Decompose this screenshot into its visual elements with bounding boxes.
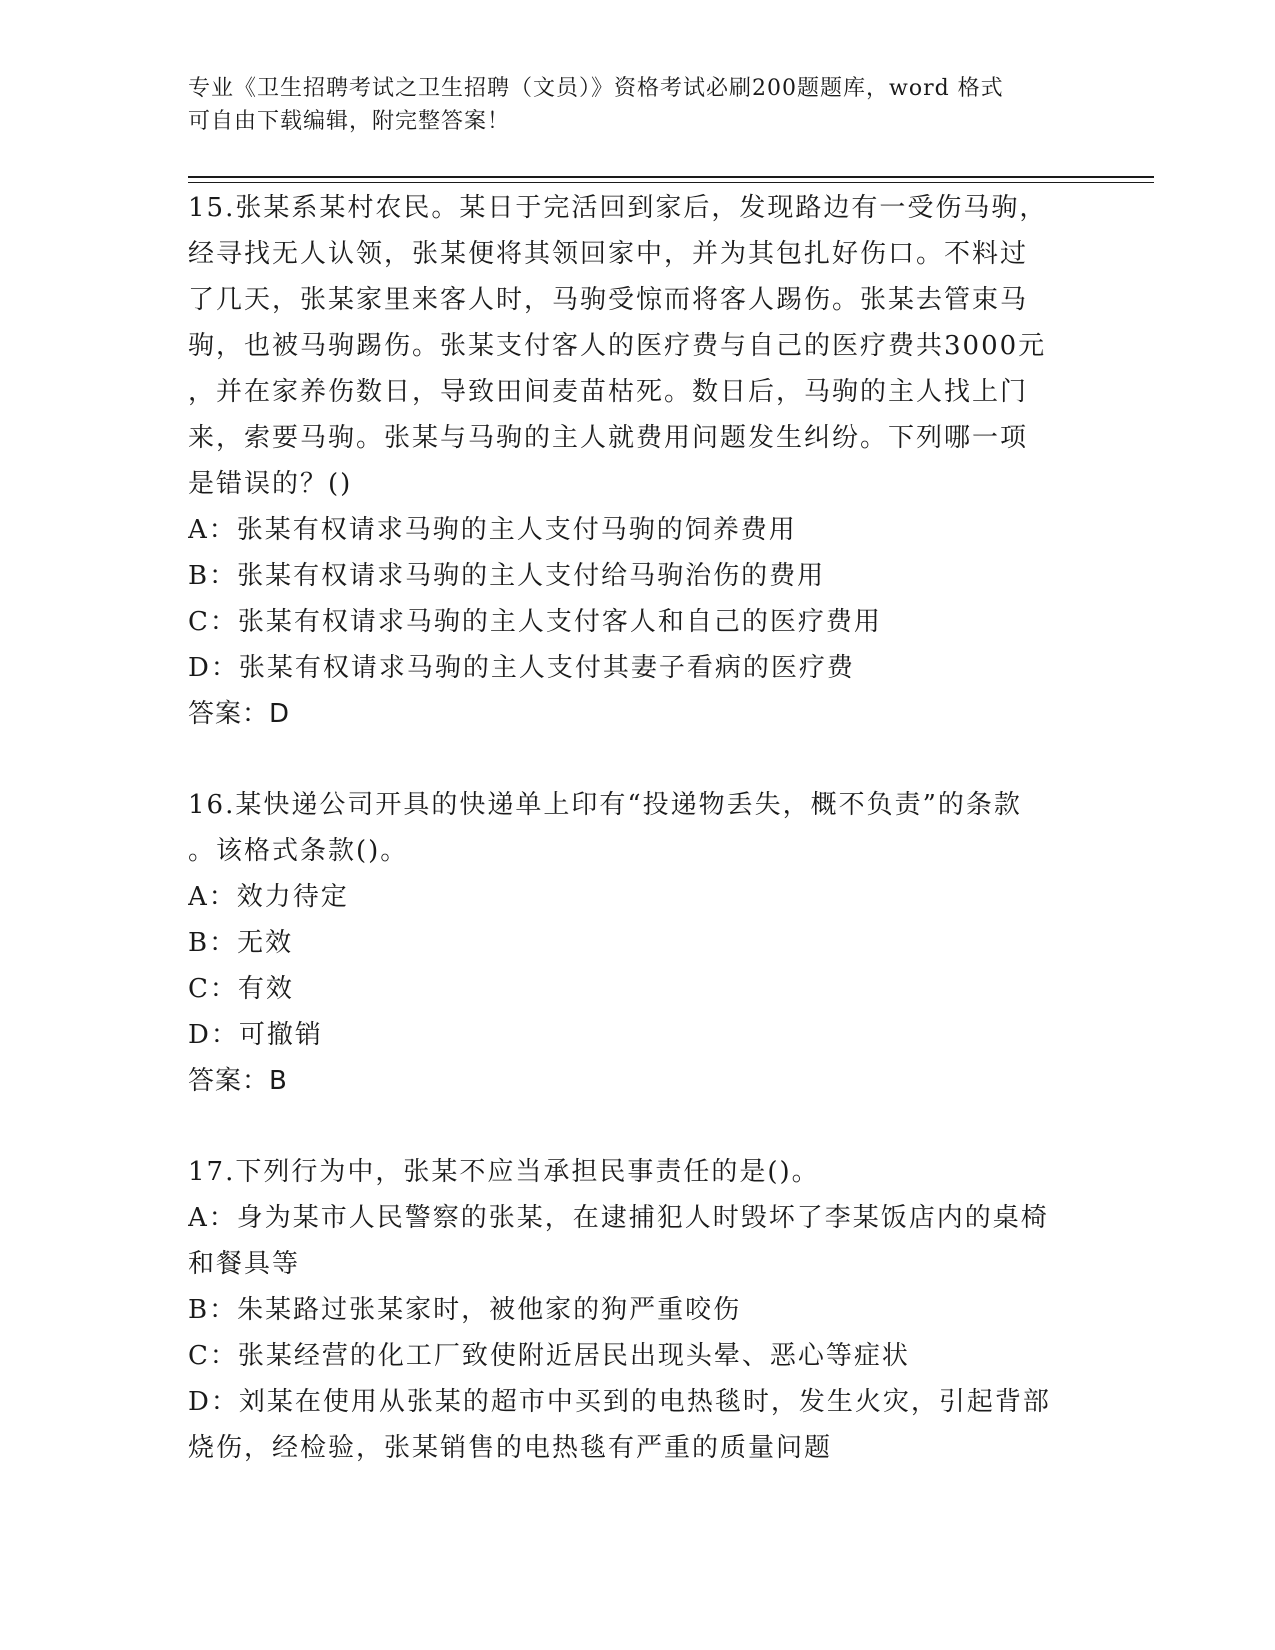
option-b: B：张某有权请求马驹的主人支付给马驹治伤的费用 bbox=[188, 561, 826, 591]
question-spacer bbox=[188, 737, 1070, 782]
question-stem-line: 了几天，张某家里来客人时，马驹受惊而将客人踢伤。张某去管束马 bbox=[188, 285, 1029, 315]
option-d-continued: 烧伤，经检验，张某销售的电热毯有严重的质量问题 bbox=[188, 1433, 833, 1463]
header-line-1: 专业《卫生招聘考试之卫生招聘（文员）》资格考试必刷200题题库，word 格式 bbox=[188, 76, 1004, 101]
option-d: D：可撤销 bbox=[188, 1020, 323, 1050]
question-stem-line: 17.下列行为中，张某不应当承担民事责任的是()。 bbox=[188, 1157, 820, 1187]
document-header bbox=[188, 72, 1068, 138]
question-stem-line: 16.某快递公司开具的快递单上印有“投递物丢失，概不负责”的条款 bbox=[188, 790, 1022, 820]
option-c: C：张某有权请求马驹的主人支付客人和自己的医疗费用 bbox=[188, 607, 882, 637]
answer-line: 答案：D bbox=[188, 699, 291, 729]
option-b: B：朱某路过张某家时，被他家的狗严重咬伤 bbox=[188, 1295, 742, 1325]
question-17 bbox=[188, 1149, 1070, 1471]
question-spacer bbox=[188, 1104, 1070, 1149]
option-d: D：刘某在使用从张某的超市中买到的电热毯时，发生火灾，引起背部 bbox=[188, 1387, 1051, 1417]
header-rule-thick bbox=[188, 176, 1154, 178]
option-c: C：张某经营的化工厂致使附近居民出现头晕、恶心等症状 bbox=[188, 1341, 910, 1371]
option-a-continued: 和餐具等 bbox=[188, 1249, 301, 1279]
question-list bbox=[188, 185, 1070, 1471]
option-b: B：无效 bbox=[188, 928, 294, 958]
question-stem-line: ，并在家养伤数日，导致田间麦苗枯死。数日后，马驹的主人找上门 bbox=[188, 377, 1029, 407]
question-stem-line: 来，索要马驹。张某与马驹的主人就费用问题发生纠纷。下列哪一项 bbox=[188, 423, 1029, 453]
question-stem-line: 是错误的？() bbox=[188, 469, 353, 499]
option-c: C：有效 bbox=[188, 974, 294, 1004]
question-stem-line: 15.张某系某村农民。某日于完活回到家后，发现路边有一受伤马驹， bbox=[188, 193, 1048, 223]
question-15 bbox=[188, 185, 1070, 737]
option-a: A：身为某市人民警察的张某，在逮捕犯人时毁坏了李某饭店内的桌椅 bbox=[188, 1203, 1049, 1233]
option-d: D：张某有权请求马驹的主人支付其妻子看病的医疗费 bbox=[188, 653, 855, 683]
option-a: A：张某有权请求马驹的主人支付马驹的饲养费用 bbox=[188, 515, 797, 545]
question-stem-line: 驹，也被马驹踢伤。张某支付客人的医疗费与自己的医疗费共3000元 bbox=[188, 331, 1047, 361]
answer-line: 答案：B bbox=[188, 1066, 288, 1096]
question-16 bbox=[188, 782, 1070, 1104]
option-a: A：效力待定 bbox=[188, 882, 349, 912]
question-stem-line: 。该格式条款()。 bbox=[188, 836, 409, 866]
header-rule-thin bbox=[188, 182, 1154, 183]
question-stem-line: 经寻找无人认领，张某便将其领回家中，并为其包扎好伤口。不料过 bbox=[188, 239, 1029, 269]
header-line-2: 可自由下载编辑，附完整答案！ bbox=[188, 109, 511, 134]
